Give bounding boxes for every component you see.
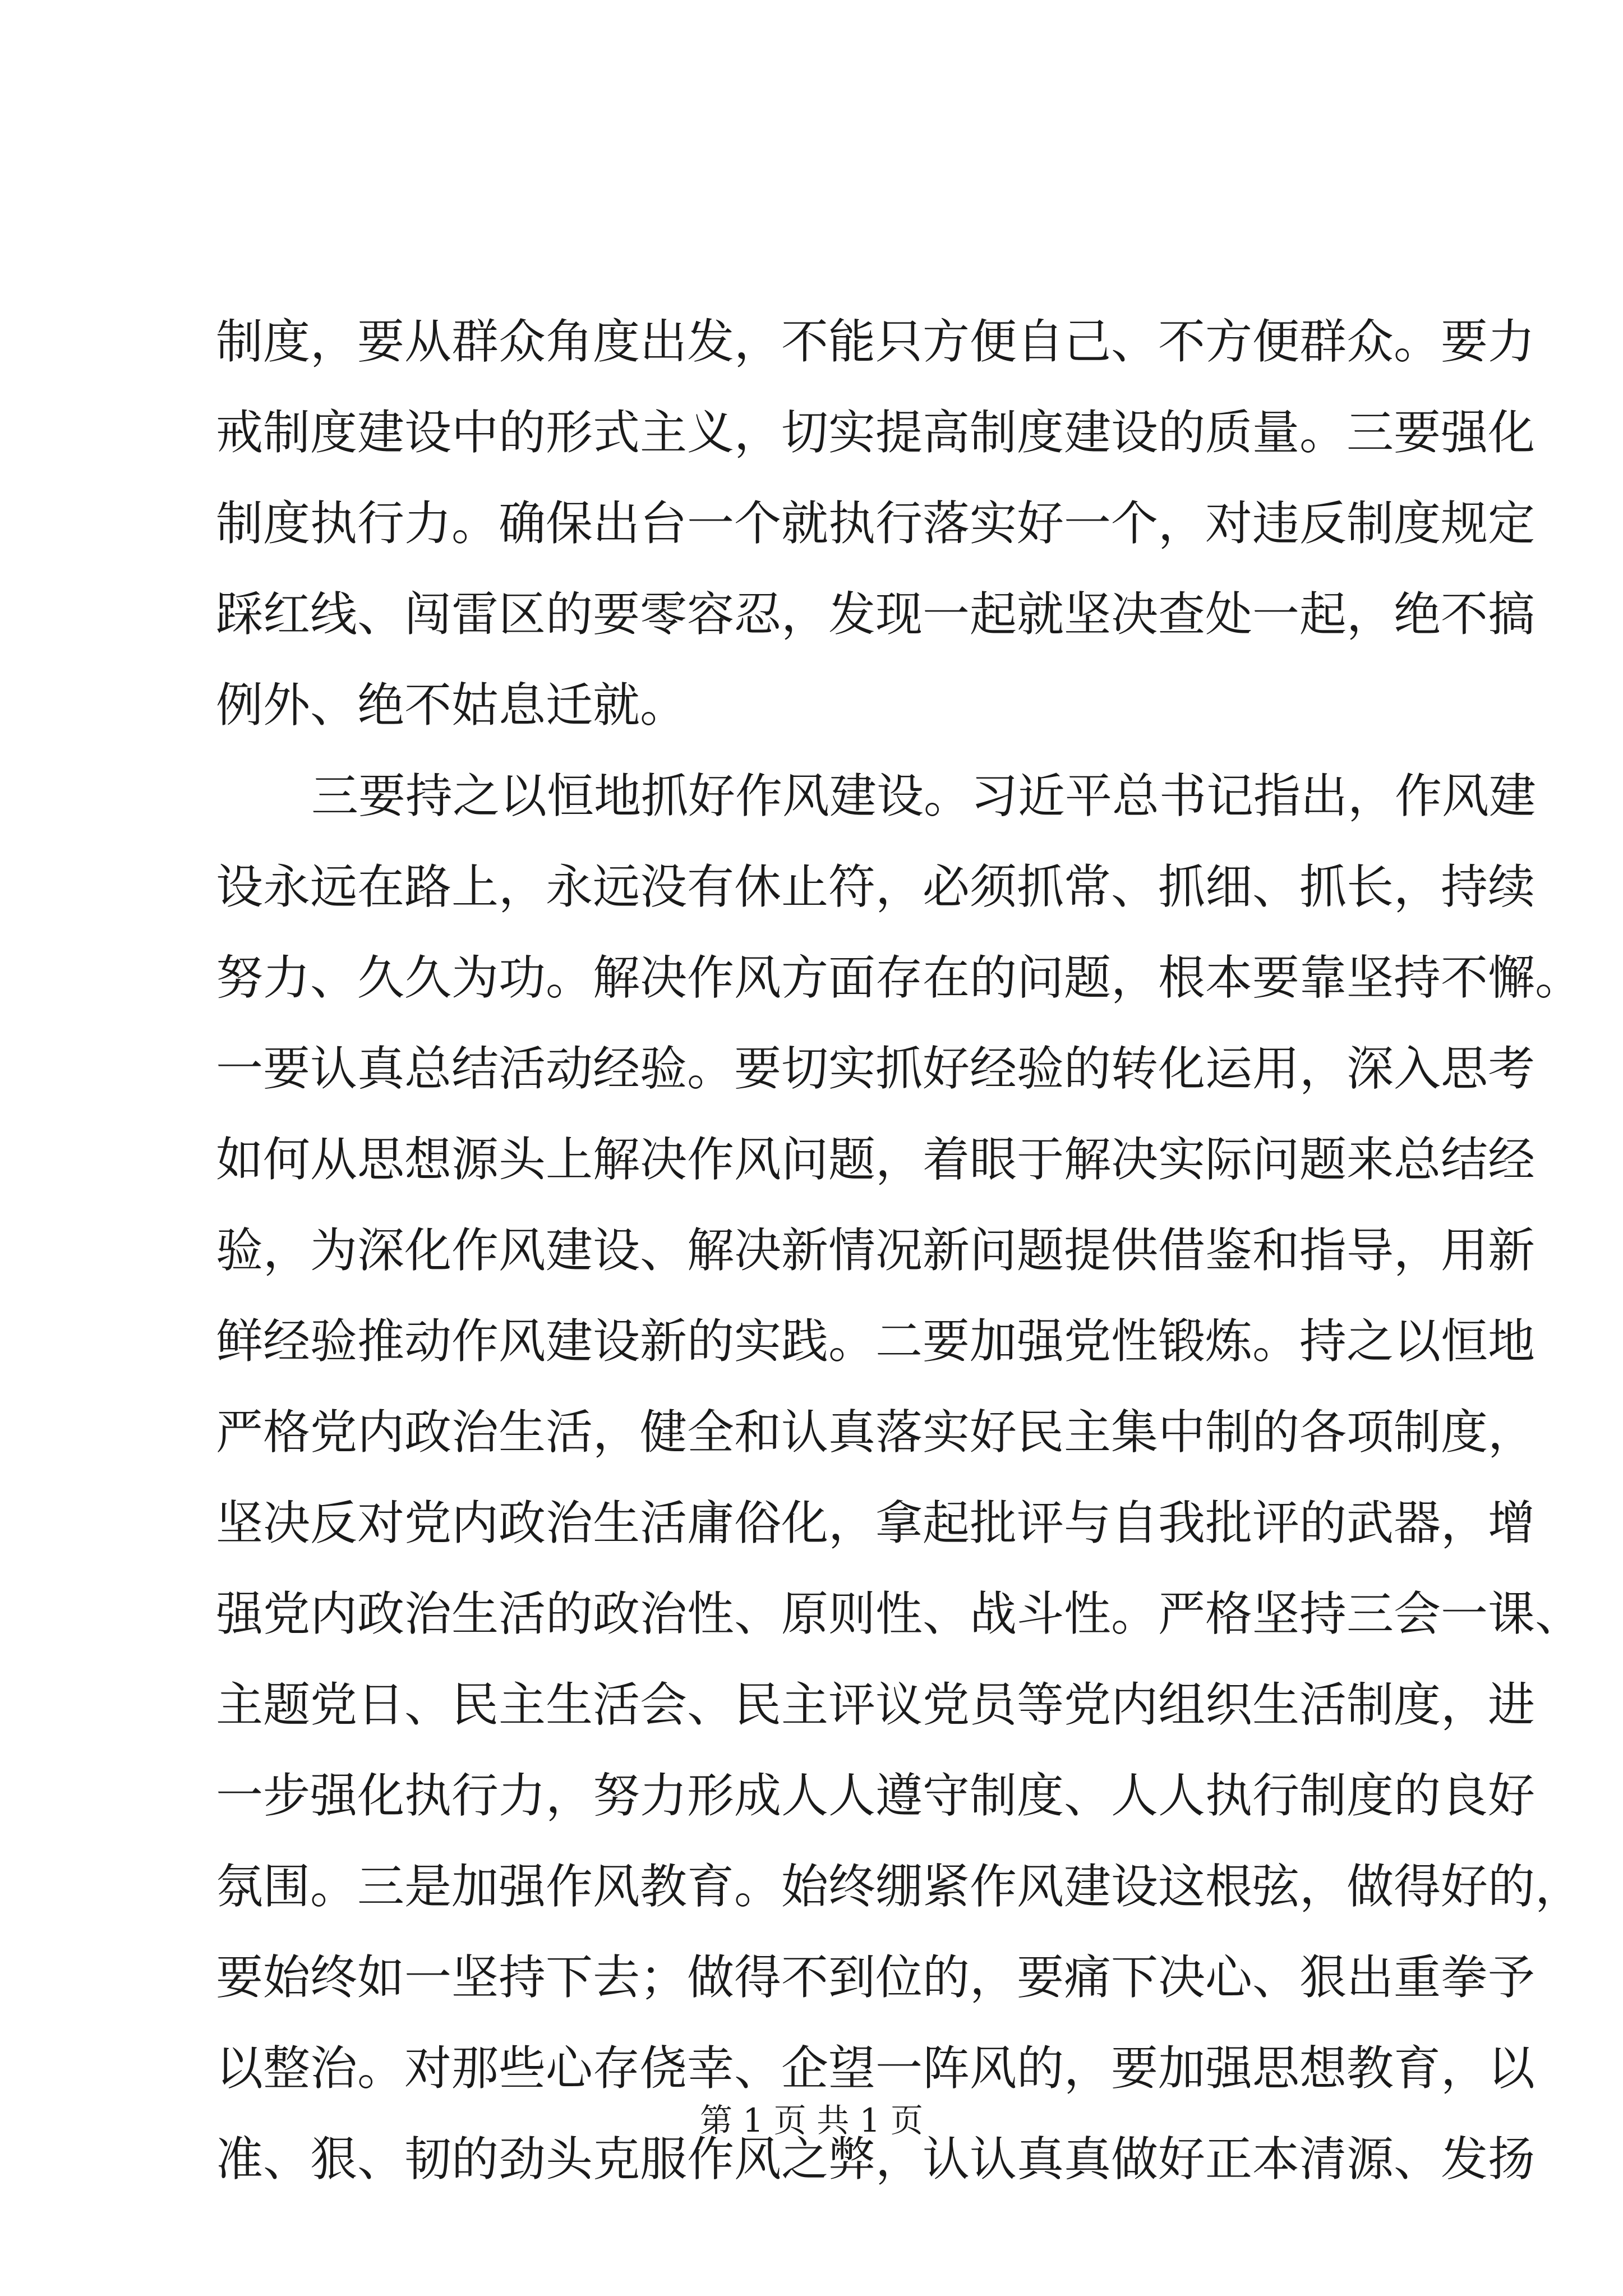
text-line: 以整治。对那些心存侥幸、企望一阵风的，要加强思想教育，以 xyxy=(216,2041,1536,2096)
text-line: 验，为深化作风建设、解决新情况新问题提供借鉴和指导，用新 xyxy=(216,1223,1536,1278)
paragraph-first-line: 三要持之以恒地抓好作风建设。习近平总书记指出，作风建 xyxy=(311,769,1537,823)
text-line: 准、狠、韧的劲头克服作风之弊，认认真真做好正本清源、发扬 xyxy=(216,2132,1536,2187)
text-line: 制度，要从群众角度出发，不能只方便自己、不方便群众。要力 xyxy=(216,314,1536,369)
page-footer xyxy=(0,2098,1623,2143)
text-line: 一要认真总结活动经验。要切实抓好经验的转化运用，深入思考 xyxy=(216,1041,1536,1096)
text-line: 戒制度建设中的形式主义，切实提高制度建设的质量。三要强化 xyxy=(216,405,1536,460)
text-line: 鲜经验推动作风建设新的实践。二要加强党性锻炼。持之以恒地 xyxy=(216,1314,1536,1369)
text-line: 努力、久久为功。解决作风方面存在的问题，根本要靠坚持不懈。 xyxy=(216,950,1583,1005)
text-line: 设永远在路上，永远没有休止符，必须抓常、抓细、抓长，持续 xyxy=(216,859,1536,914)
text-line: 要始终如一坚持下去；做得不到位的，要痛下决心、狠出重拳予 xyxy=(216,1950,1536,2005)
text-line: 强党内政治生活的政治性、原则性、战斗性。严格坚持三会一课、 xyxy=(216,1586,1583,1641)
text-line: 制度执行力。确保出台一个就执行落实好一个，对违反制度规定 xyxy=(216,496,1536,551)
page-number: 第 1 页 共 1 页 xyxy=(700,2101,923,2139)
text-line: 如何从思想源头上解决作风问题，着眼于解决实际问题来总结经 xyxy=(216,1132,1536,1187)
text-line: 例外、绝不姑息迁就。 xyxy=(216,678,688,733)
text-line: 一步强化执行力，努力形成人人遵守制度、人人执行制度的良好 xyxy=(216,1768,1536,1823)
text-line: 氛围。三是加强作风教育。始终绷紧作风建设这根弦，做得好的， xyxy=(216,1859,1583,1914)
text-line: 踩红线、闯雷区的要零容忍，发现一起就坚决查处一起，绝不搞 xyxy=(216,587,1536,642)
document-body xyxy=(216,296,1583,2205)
text-line: 主题党日、民主生活会、民主评议党员等党内组织生活制度，进 xyxy=(216,1677,1536,1732)
text-line: 严格党内政治生活，健全和认真落实好民主集中制的各项制度， xyxy=(216,1405,1536,1460)
text-line: 坚决反对党内政治生活庸俗化，拿起批评与自我批评的武器，增 xyxy=(216,1496,1536,1550)
